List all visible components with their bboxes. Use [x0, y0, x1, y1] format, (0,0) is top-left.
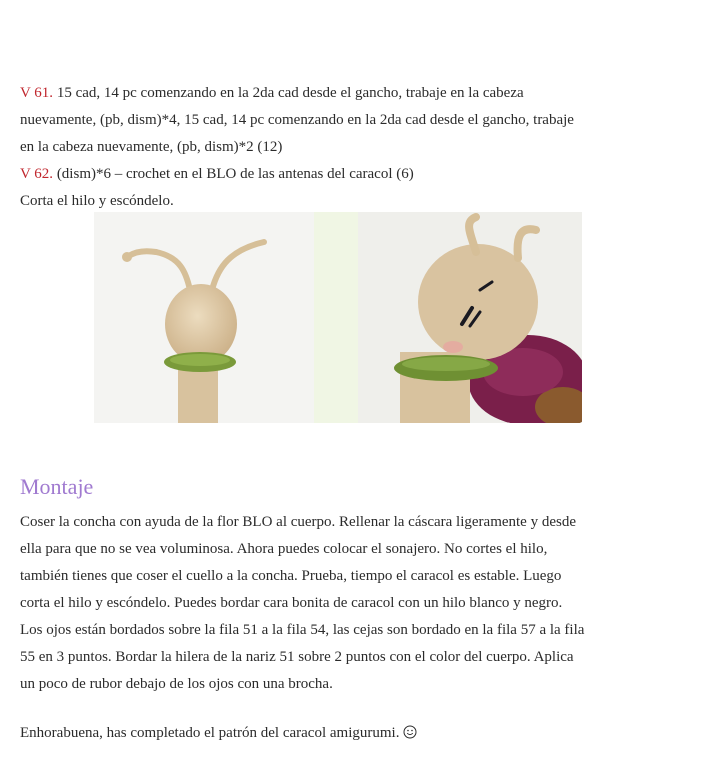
assembly-line: también tienes que coser el cuello a la concha. Prueba, tiempo el caracol es estable. Luego	[20, 568, 562, 584]
closing-text: Enhorabuena, has completado el patrón del caracol amigurumi.	[20, 725, 404, 741]
assembly-heading: Montaje	[20, 474, 94, 499]
row-61-text-1: 15 cad, 14 pc comenzando en la 2da cad desde el gancho, trabaje en la cabeza	[53, 85, 524, 101]
row-61-label: V 61.	[20, 85, 54, 101]
crochet-snail-side-icon	[358, 212, 582, 423]
row-62	[20, 161, 574, 188]
crochet-snail-head-front-icon	[94, 212, 314, 423]
closing-line	[20, 720, 417, 747]
photo-snail-head-front	[94, 212, 314, 423]
row-61	[20, 80, 574, 107]
instructions-block	[20, 80, 574, 215]
assembly-line: 55 en 3 puntos. Bordar la hilera de la nariz 51 sobre 2 puntos con el color del cuerpo. Aplica	[20, 649, 574, 665]
smiley-icon	[403, 725, 417, 739]
assembly-line: un poco de rubor debajo de los ojos con una brocha.	[20, 676, 333, 692]
assembly-line: Coser la concha con ayuda de la flor BLO al cuerpo. Rellenar la cáscara ligeramente y desde	[20, 514, 576, 530]
cut-instruction: Corta el hilo y escóndelo.	[20, 193, 174, 209]
row-62-label: V 62.	[20, 166, 54, 182]
row-61-text-2: nuevamente, (pb, dism)*4, 15 cad, 14 pc comenzando en la 2da cad desde el gancho, trabaje	[20, 112, 574, 128]
assembly-line: corta el hilo y escóndelo. Puedes bordar cara bonita de caracol con un hilo blanco y negro.	[20, 595, 563, 611]
assembly-paragraph	[20, 509, 584, 698]
assembly-line: Los ojos están bordados sobre la fila 51 a la fila 54, las cejas son bordado en la fila 57 a la fila	[20, 622, 585, 638]
row-61-text-3: en la cabeza nuevamente, (pb, dism)*2 (12)	[20, 139, 283, 155]
photo-snail-side	[358, 212, 582, 423]
row-62-text: (dism)*6 – crochet en el BLO de las antenas del caracol (6)	[53, 166, 414, 182]
photo-divider	[314, 212, 358, 423]
assembly-line: ella para que no se vea voluminosa. Ahora puedes colocar el sonajero. No cortes el hilo,	[20, 541, 548, 557]
